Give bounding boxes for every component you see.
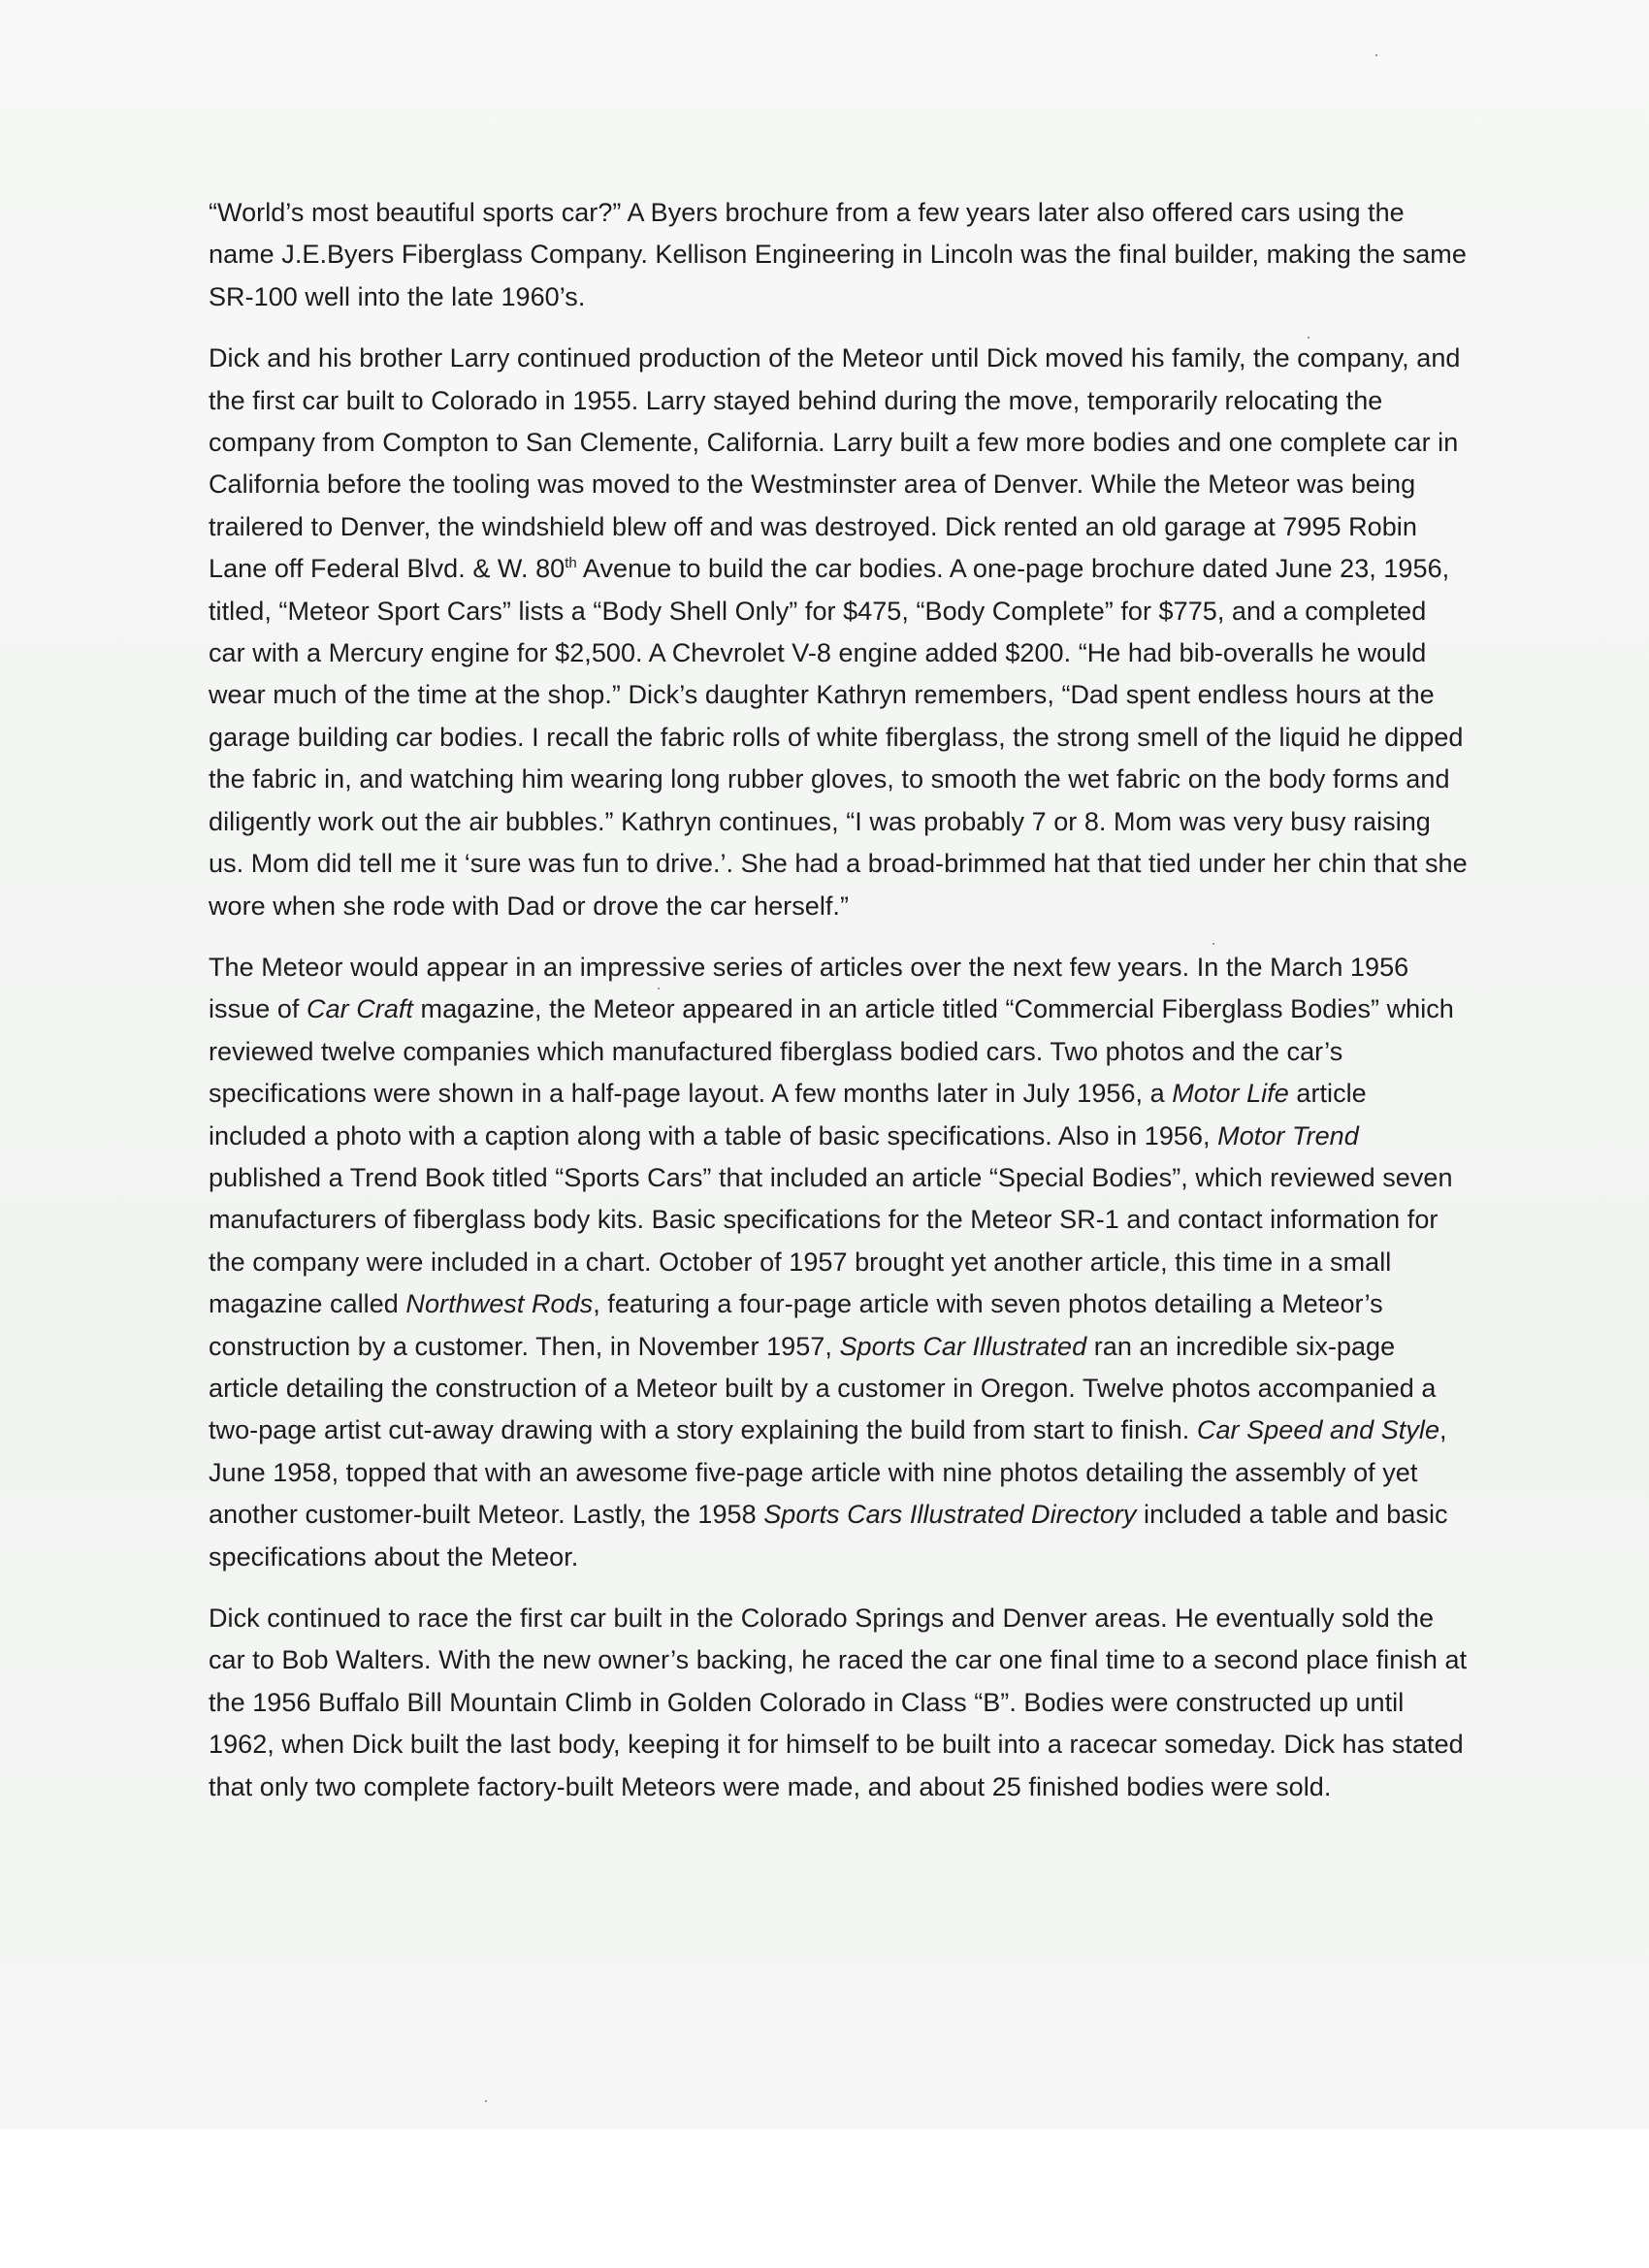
italic-title: Motor Trend bbox=[1217, 1120, 1359, 1150]
italic-title: Car Craft bbox=[307, 994, 413, 1024]
italic-title: Motor Life bbox=[1172, 1079, 1289, 1109]
paragraph bbox=[209, 338, 1470, 927]
text-run: “World’s most beautiful sports car?” A Byers brochure from a few years later also offered cars using the name J.E.Byers Fiberglass Company. Kellison Engineering in Lincoln was the final builder, making the same SR-100 well into the late 1960’s. bbox=[209, 198, 1467, 311]
scan-speck bbox=[1212, 943, 1214, 945]
text-run: The Meteor would appear in an impressive series of articles over the next few years. In the March 1956 issue of bbox=[209, 952, 1409, 1024]
italic-title: Sports Car Illustrated bbox=[839, 1331, 1087, 1361]
text-run: magazine, the Meteor appeared in an article titled “Commercial Fiberglass Bodies” which reviewed twelve companies which manufactured fiberglass bodied cars. Two photos and the car’s specifications were shown in a half-page layout. A few months later in July 1956, a bbox=[209, 994, 1454, 1109]
paragraph bbox=[209, 947, 1470, 1578]
italic-title: Northwest Rods bbox=[405, 1289, 594, 1319]
text-run: Dick and his brother Larry continued production of the Meteor until Dick moved his family, the company, and the first car built to Colorado in 1955. Larry stayed behind during the move, temporarily relocating the company from Compton to San Clemente, California. Larry built a few more bodies and one complete car in California before the tooling was moved to the Westminster area of Denver. While the Meteor was being trailered to Denver, the windshield blew off and was destroyed. Dick rented an old garage at 7995 Robin Lane off Federal Blvd. & W. 80 bbox=[209, 343, 1461, 584]
text-run: ran an incredible six-page article detailing the construction of a Meteor built by a customer in Oregon. Twelve photos accompanied a two-page artist cut-away drawing with a story explaining the build from start to finish. bbox=[209, 1331, 1437, 1445]
text-run: Avenue to build the car bodies. A one-page brochure dated June 23, 1956, titled, “Meteor Sport Cars” lists a “Body Shell Only” for $475, “Body Complete” for $775, and a completed car with a Mercury engine for $2,500. A Chevrolet V-8 engine added $200. “He had bib-overalls he would wear much of the time at the shop.” Dick’s daughter Kathryn remembers, “Dad spent endless hours at the garage building car bodies. I recall the fabric rolls of white fiberglass, the strong smell of the liquid he dipped the fabric in, and watching him wearing long rubber gloves, to smooth the wet fabric on the body forms and diligently work out the air bubbles.” Kathryn continues, “I was probably 7 or 8. Mom was very busy raising us. Mom did tell me it ‘sure was fun to drive.’. She had a broad-brimmed hat that tied under her chin that she wore when she rode with Dad or drove the car herself.” bbox=[209, 554, 1468, 921]
text-run: article included a photo with a caption along with a table of basic specifications. Also in 1956, bbox=[209, 1079, 1367, 1150]
scan-speck bbox=[485, 2100, 487, 2102]
text-run: , featuring a four-page article with seven photos detailing a Meteor’s construction by a customer. Then, in November 1957, bbox=[209, 1289, 1383, 1361]
paragraph bbox=[209, 192, 1470, 318]
text-run: included a table and basic specifications about the Meteor. bbox=[209, 1500, 1448, 1571]
scan-speck bbox=[658, 988, 660, 989]
superscript: th bbox=[565, 555, 577, 572]
paragraph bbox=[209, 1598, 1470, 1808]
italic-title: Sports Cars Illustrated Directory bbox=[763, 1500, 1137, 1530]
text-run: Dick continued to race the first car built in the Colorado Springs and Denver areas. He eventually sold the car to Bob Walters. With the new owner’s backing, he raced the car one final time to a second place finish at the 1956 Buffalo Bill Mountain Climb in Golden Colorado in Class “B”. Bodies were constructed up until 1962, when Dick built the last body, keeping it for himself to be built into a racecar someday. Dick has stated that only two complete factory-built Meteors were made, and about 25 finished bodies were sold. bbox=[209, 1604, 1468, 1801]
scan-speck bbox=[1308, 337, 1310, 339]
text-run: , June 1958, topped that with an awesome five-page article with nine photos detailing the assembly of yet another customer-built Meteor. Lastly, the 1958 bbox=[209, 1415, 1447, 1530]
scan-speck bbox=[1375, 54, 1377, 56]
document-body bbox=[209, 192, 1470, 1828]
scan-bottom-margin bbox=[0, 2129, 1649, 2268]
italic-title: Car Speed and Style bbox=[1196, 1415, 1440, 1445]
text-run: published a Trend Book titled “Sports Cars” that included an article “Special Bodies”, which reviewed seven manufacturers of fiberglass body kits. Basic specifications for the Meteor SR-1 and contact information for the company were included in a chart. October of 1957 brought yet another article, this time in a small magazine called bbox=[209, 1162, 1453, 1319]
